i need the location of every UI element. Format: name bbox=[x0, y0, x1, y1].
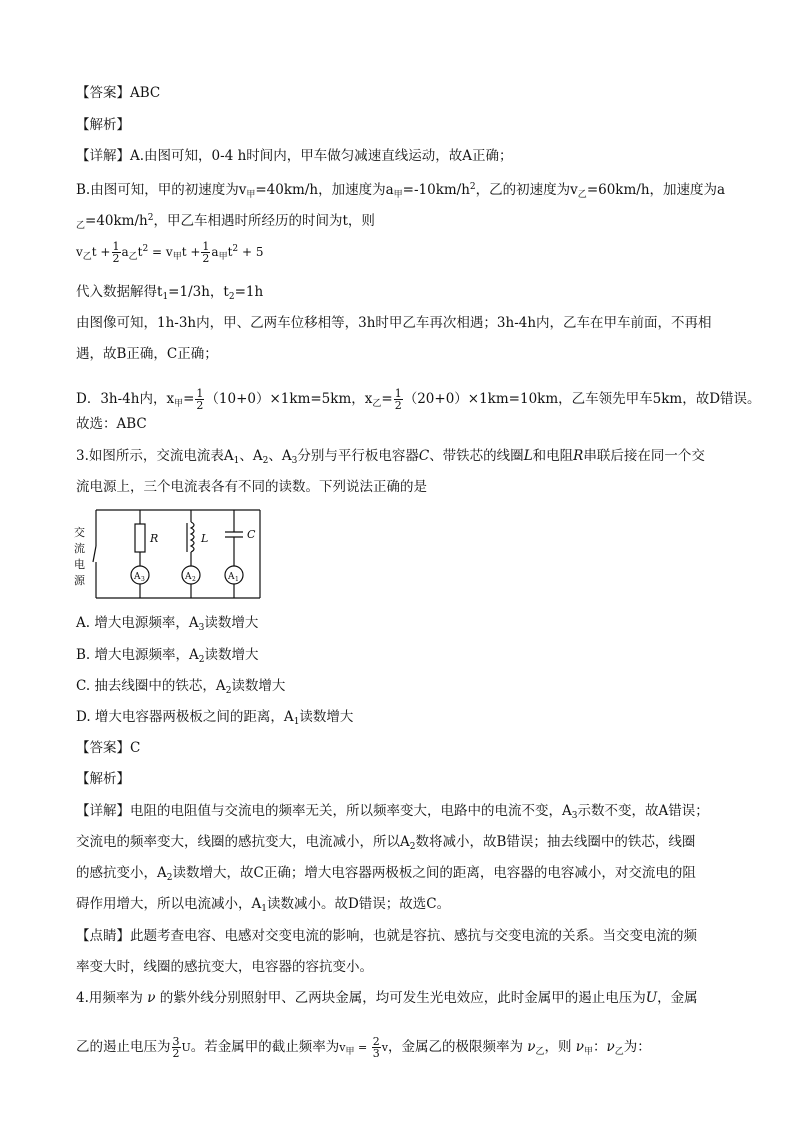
meter-a3-label: A bbox=[134, 572, 141, 582]
q2-image-line2: 遇，故B正确，C正确； bbox=[76, 346, 218, 362]
l-label: L bbox=[201, 532, 209, 545]
q4-stem-line1: 4.用频率为 ν 的紫外线分别照射甲、乙两块金属，均可发生光电效应，此时金属甲的遏止电压为U，金属 bbox=[76, 990, 698, 1006]
q3-option-c: C. 抽去线圈中的铁芯，$A_2$读数增大 bbox=[76, 678, 286, 696]
inductor-coil bbox=[191, 522, 194, 552]
q2-answer: 【答案】ABC bbox=[76, 85, 161, 101]
q3-option-d: D. 增大电容器两极板之间的距离，$A_1$读数增大 bbox=[76, 709, 354, 727]
source-label-3: 电 bbox=[74, 558, 85, 571]
q2-image-line1: 由图像可知，1h-3h内，甲、乙两车位移相等，3h时甲乙车再次相遇；3h-4h内，乙车在甲车前面，不再相 bbox=[76, 315, 712, 331]
q3-answer: 【答案】C bbox=[76, 740, 141, 756]
c-label: C bbox=[247, 528, 256, 541]
q2-analysis-label: 【解析】 bbox=[76, 117, 130, 133]
q3-detail-line3: 的感抗变小，$A_2$读数增大，故C正确；增大电容器两极板之间的距离，电容器的电容减小，对交流电的阻 bbox=[76, 865, 696, 883]
q2-detail-a: 【详解】A.由图可知，0-4 h时间内，甲车做匀减速直线运动，故A正确； bbox=[76, 148, 513, 164]
q2-equation: $v_乙t$ + $\frac{1}{2}$ $a_乙t^2 = v_甲t$ + $\frac{1}{2}$ $a_甲t^2 + 5$ bbox=[76, 240, 264, 265]
q2-detail-b-line2: $_乙=40km/h^2$，甲乙车相遇时所经历的时间为t，则 bbox=[76, 213, 375, 231]
q2-choose: 故选：ABC bbox=[76, 416, 147, 432]
q3-detail-line1: 【详解】电阻的电阻值与交流电的频率无关，所以频率变大，电路中的电流不变，$A_3$示数不变，故A错误； bbox=[76, 803, 709, 821]
meter-a2-sub: 2 bbox=[192, 576, 196, 583]
meter-a3-sub: 3 bbox=[141, 576, 145, 583]
q4-stem-line2: 乙的遏止电压为 $\frac{3}{2}$ U。若金属甲的截止频率为$v_甲$ = $\frac{2}{3}$ v，金属乙的极限频率为 $\nu_乙$，则 $\nu_甲$：$\nu_乙$为： bbox=[76, 1035, 651, 1060]
meter-a2-label: A bbox=[185, 572, 192, 582]
q2-detail-d: D．3h-4h内，$x_甲=$ $\frac{1}{2}$ （10+0）×1km=5km，$x_乙=$ $\frac{1}{2}$ （20+0）×1km=10km，乙车领先甲车5km，故D错误。 bbox=[76, 387, 761, 412]
q3-option-a: A. 增大电源频率，$A_3$读数增大 bbox=[76, 615, 259, 633]
q2-detail-b-line1: B.由图可知，甲的初速度为$v_甲=40km/h$，加速度为$a_甲=-10km/h^2$，乙的初速度为$v_乙=60km/h$，加速度为a bbox=[76, 182, 726, 200]
r-label: R bbox=[150, 532, 159, 545]
q3-analysis-label: 【解析】 bbox=[76, 771, 130, 787]
source-label-2: 流 bbox=[74, 542, 85, 555]
meter-a1-label: A bbox=[228, 572, 235, 582]
source-label-1: 交 bbox=[74, 526, 85, 539]
q3-stem-line2: 流电源上，三个电流表各有不同的读数。下列说法正确的是 bbox=[76, 479, 427, 495]
q3-option-b: B. 增大电源频率，$A_2$读数增大 bbox=[76, 647, 259, 665]
q3-detail-line2: 交流电的频率变大，线圈的感抗变大，电流减小，所以$A_2$数将减小，故B错误；抽去线圈中的铁芯，线圈 bbox=[76, 834, 696, 852]
q2-solve: 代入数据解得$t_1=1/3h$，$t_2=1h$ bbox=[76, 284, 264, 302]
q3-stem-line1: 3.如图所示，交流电流表$A_1$、$A_2$、$A_3$分别与平行板电容器C、带铁芯的线圈L和电阻R串联后接在同一个交 bbox=[76, 448, 705, 466]
q3-detail-line4: 碍作用增大，所以电流减小，$A_1$读数减小。故D错误；故选C。 bbox=[76, 896, 451, 914]
meter-a1-sub: 1 bbox=[235, 576, 239, 583]
source-label-4: 源 bbox=[74, 574, 85, 587]
circuit-diagram bbox=[72, 506, 272, 602]
q3-point-line2: 率变大时，线圈的感抗变大，电容器的容抗变小。 bbox=[76, 959, 373, 975]
q3-point-line1: 【点睛】此题考查电容、电感对交变电流的影响，也就是容抗、感抗与交变电流的关系。当交变电流的频 bbox=[76, 928, 697, 944]
resistor bbox=[135, 524, 145, 552]
